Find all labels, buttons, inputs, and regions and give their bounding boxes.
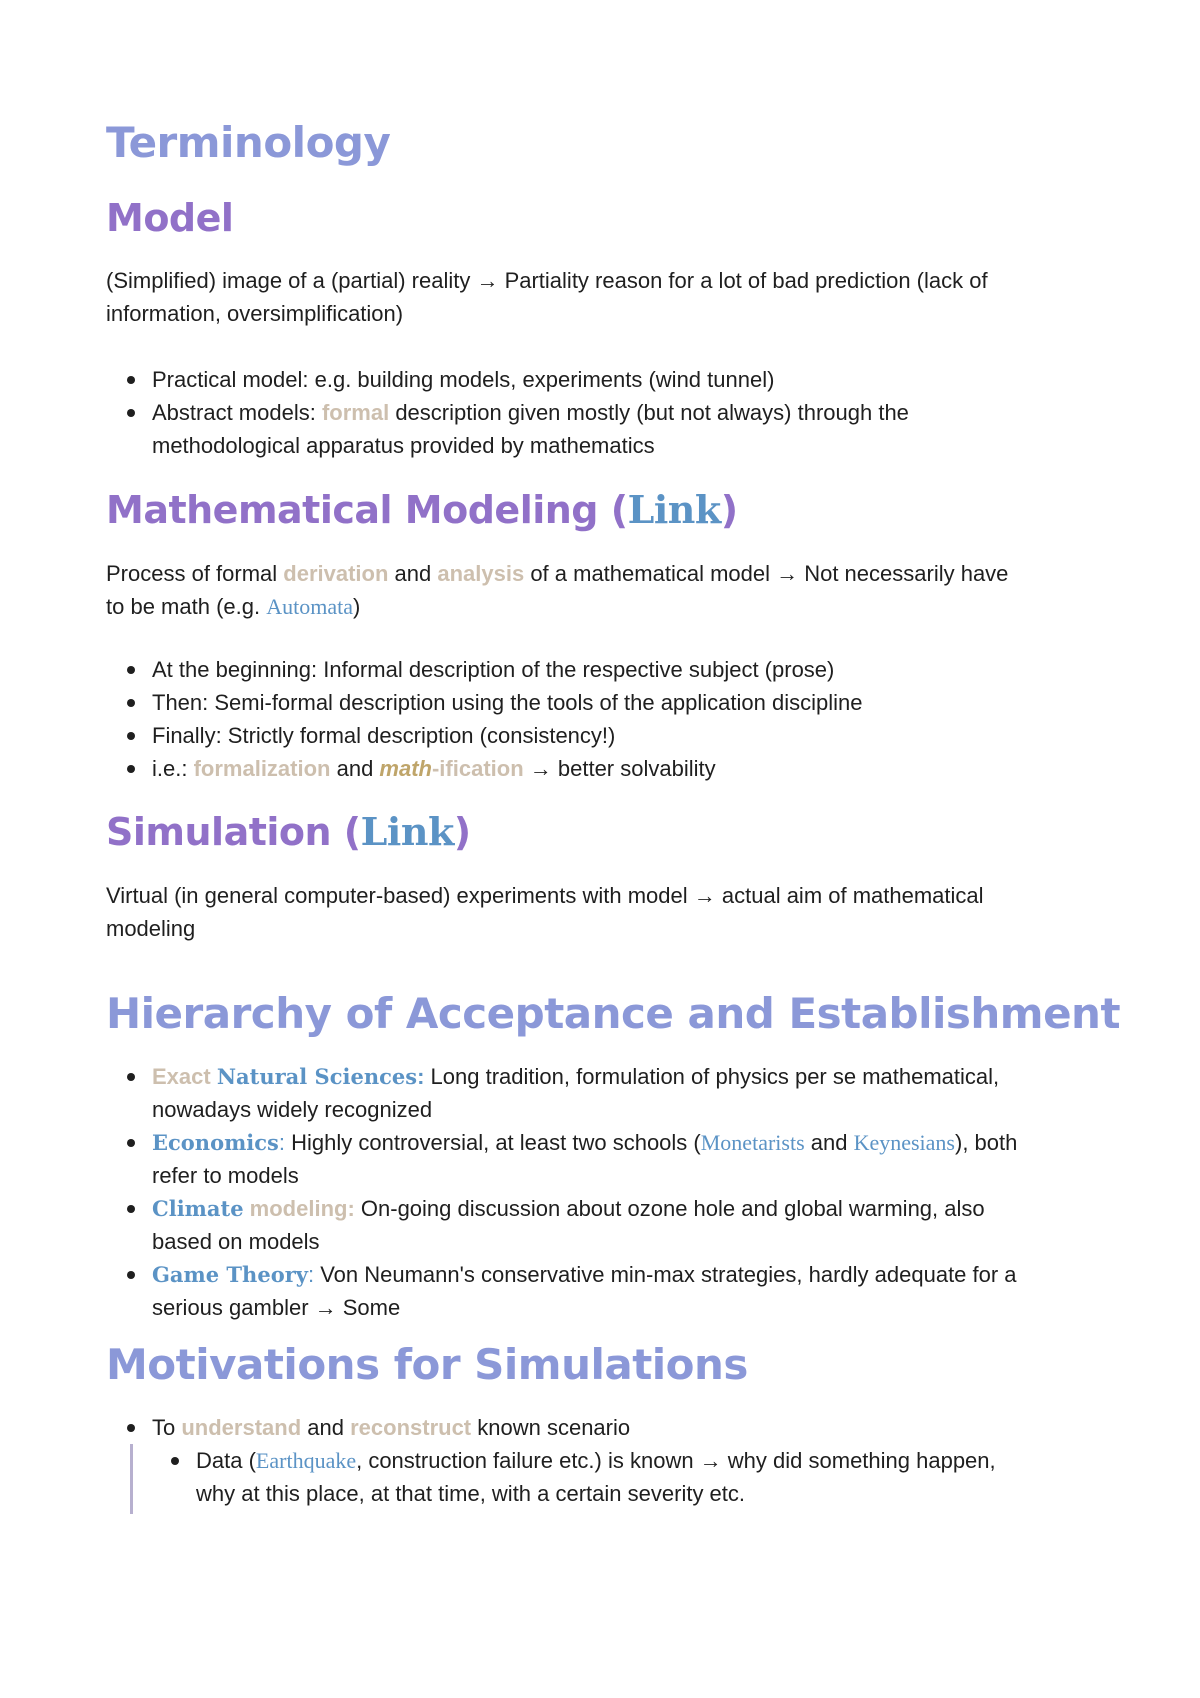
- simulation-paragraph: [106, 879, 1106, 945]
- text: and: [388, 561, 438, 586]
- list-item: [152, 1192, 1152, 1258]
- highlight-modeling: modeling:: [243, 1196, 355, 1221]
- list-item: [152, 1258, 1152, 1324]
- heading-mathematical-modeling: [106, 486, 738, 534]
- list-item-text: description given mostly (but not always) through the: [389, 400, 909, 425]
- list-item-text: Data (: [196, 1448, 256, 1473]
- list-item-text: Abstract models:: [152, 400, 322, 425]
- list-item-text: nowadays widely recognized: [152, 1097, 433, 1122]
- list-item-text: and: [804, 1130, 854, 1155]
- list-item-text: Finally: Strictly formal description (consistency!): [152, 723, 616, 748]
- list-item-text: ), both: [955, 1130, 1018, 1155]
- paren-close: ): [453, 810, 471, 854]
- motivations-bullet-list: [106, 1411, 1152, 1444]
- text: of a mathematical model → Not necessarily have: [524, 561, 1009, 586]
- highlight-derivation: derivation: [283, 561, 389, 586]
- link-simulation[interactable]: Link: [360, 809, 454, 854]
- heading-terminology: Terminology: [106, 118, 391, 167]
- colon: :: [307, 1262, 315, 1287]
- list-item: [196, 1444, 1106, 1510]
- list-item-text: At the beginning: Informal description of the respective subject (prose): [152, 657, 835, 682]
- list-item-text: known scenario: [471, 1415, 631, 1440]
- link-automata[interactable]: Automata: [266, 594, 353, 619]
- list-item-text: Von Neumann's conservative min-max strategies, hardly adequate for a: [314, 1262, 1017, 1287]
- nested-list-block: [106, 1444, 1106, 1514]
- list-item-text: and: [301, 1415, 351, 1440]
- link-earthquake[interactable]: Earthquake: [255, 1448, 357, 1473]
- hierarchy-bullet-list: [106, 1060, 1152, 1324]
- link-climate[interactable]: Climate: [152, 1196, 244, 1221]
- list-item-text: serious gambler → Some: [152, 1295, 401, 1320]
- list-item-text: , construction failure etc.) is known → why did something happen,: [356, 1448, 996, 1473]
- list-item: [152, 1126, 1152, 1192]
- list-item: [152, 1060, 1152, 1126]
- paren-open: (: [610, 488, 628, 532]
- model-bullet-list: [106, 363, 1152, 462]
- math-para-line-2: [106, 590, 1106, 623]
- link-natural-sciences[interactable]: Natural Sciences: [216, 1064, 418, 1089]
- list-item: [152, 396, 1152, 462]
- link-economics[interactable]: Economics: [152, 1130, 279, 1155]
- list-item-text: and: [330, 756, 380, 781]
- list-item-text: On-going discussion about ozone hole and global warming, also: [354, 1196, 985, 1221]
- heading-hierarchy: Hierarchy of Acceptance and Establishment: [106, 989, 1121, 1038]
- highlight-understand: understand: [181, 1415, 302, 1440]
- text: ): [352, 594, 361, 619]
- list-item: [152, 686, 1152, 719]
- list-item: [152, 1411, 1152, 1444]
- heading-text: Simulation: [106, 810, 332, 854]
- list-item: [152, 719, 1152, 752]
- highlight-formal: formal: [321, 400, 390, 425]
- model-para-line-2: information, oversimplification): [106, 301, 404, 326]
- colon: :: [278, 1130, 286, 1155]
- list-item-text: i.e.:: [152, 756, 194, 781]
- model-paragraph: [106, 264, 1106, 330]
- heading-simulation: [106, 808, 471, 856]
- list-item-text: Then: Semi-formal description using the tools of the application discipline: [152, 690, 863, 715]
- link-keynesians[interactable]: Keynesians: [853, 1130, 955, 1155]
- list-item: [152, 363, 1152, 396]
- paren-close: ): [720, 488, 738, 532]
- math-modeling-paragraph: [106, 557, 1106, 623]
- list-item-text: Practical model: e.g. building models, experiments (wind tunnel): [152, 367, 775, 392]
- list-item: [152, 653, 1152, 686]
- simulation-para-line-1: Virtual (in general computer-based) experiments with model → actual aim of mathematical: [106, 883, 984, 908]
- highlight-formalization: formalization: [193, 756, 331, 781]
- paren-open: (: [343, 810, 361, 854]
- highlight-math: math: [379, 756, 432, 781]
- list-item-text: methodological apparatus provided by mathematics: [152, 433, 655, 458]
- list-item-text: based on models: [152, 1229, 320, 1254]
- simulation-para-line-2: modeling: [106, 916, 196, 941]
- list-item-text: why at this place, at that time, with a certain severity etc.: [196, 1481, 746, 1506]
- heading-motivations: Motivations for Simulations: [106, 1340, 748, 1389]
- list-item: [152, 752, 1152, 785]
- link-monetarists[interactable]: Monetarists: [700, 1130, 805, 1155]
- math-modeling-bullet-list: [106, 653, 1152, 785]
- highlight-ification: -ification: [431, 756, 524, 781]
- highlight-exact: Exact: [152, 1064, 217, 1089]
- link-game-theory[interactable]: Game Theory: [152, 1262, 308, 1287]
- text: Process of formal: [106, 561, 284, 586]
- list-item-text: Long tradition, formulation of physics per se mathematical,: [424, 1064, 1000, 1089]
- model-para-line-1: (Simplified) image of a (partial) reality → Partiality reason for a lot of bad prediction (lack of: [106, 268, 988, 293]
- math-para-line-1: [106, 557, 1106, 590]
- heading-text: Mathematical Modeling: [106, 488, 598, 532]
- text: to be math (e.g.: [106, 594, 267, 619]
- list-item-text: → better solvability: [523, 756, 716, 781]
- list-item-text: Highly controversial, at least two schools (: [285, 1130, 701, 1155]
- heading-model: Model: [106, 196, 234, 240]
- highlight-reconstruct: reconstruct: [350, 1415, 472, 1440]
- list-item-text: refer to models: [152, 1163, 299, 1188]
- nested-bullet-list: [152, 1444, 1106, 1510]
- highlight-analysis: analysis: [437, 561, 525, 586]
- list-item-text: To: [152, 1415, 182, 1440]
- quote-bar: [130, 1444, 133, 1514]
- colon: :: [417, 1064, 425, 1089]
- link-mathematical-modeling[interactable]: Link: [627, 487, 721, 532]
